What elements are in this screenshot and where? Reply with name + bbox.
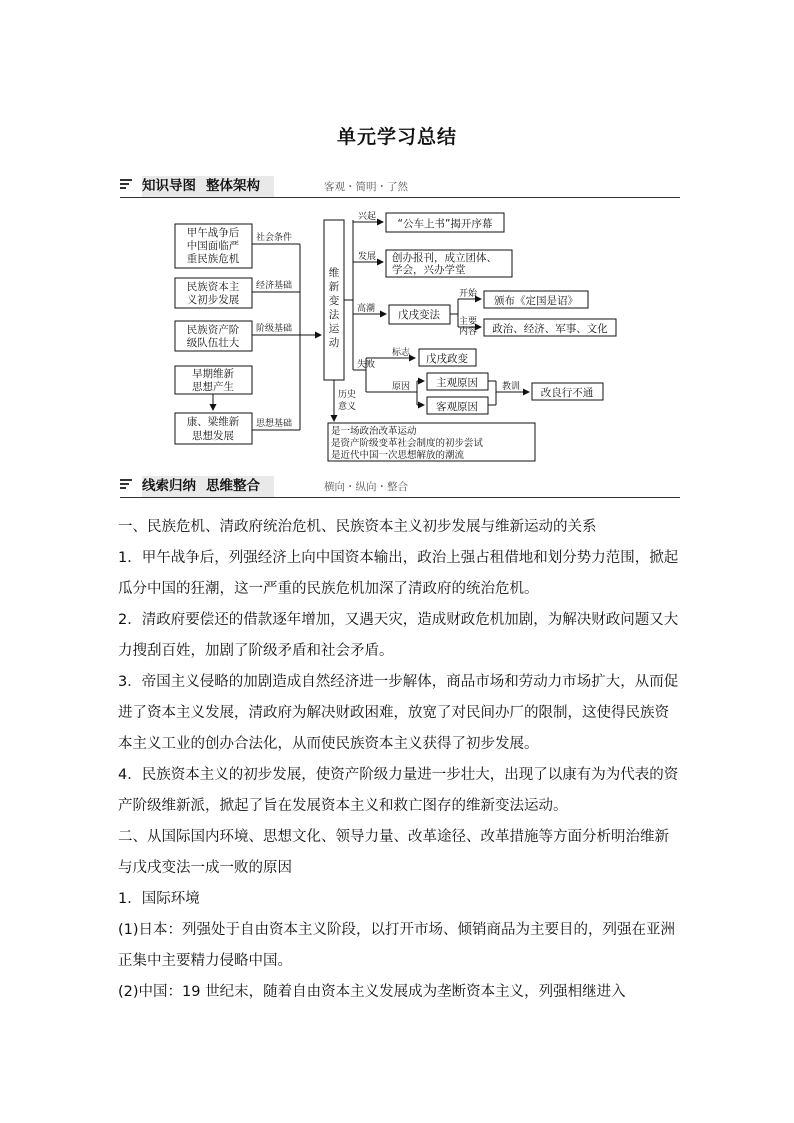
- heading-1: 一、民族危机、清政府统治危机、民族资本主义初步发展与维新运动的关系: [118, 519, 597, 535]
- paragraph: 1．甲午战争后，列强经济上向中国资本输出，政治上强占租借地和划分势力范围，掀起瓜分中国的狂潮，这一严重的民族危机加深了清政府的统治危机。: [118, 550, 679, 597]
- section-rule: [120, 197, 680, 198]
- content-label: 主要: [459, 317, 478, 327]
- develop-box-text: 创办报刊，成立团体、: [392, 252, 497, 264]
- left-box-capitalism-line: 义初步发展: [186, 294, 240, 306]
- cause-box-text: 客观原因: [436, 401, 478, 413]
- start-label: 开始: [459, 289, 478, 299]
- significance-line: 是资产阶级变革社会制度的初步尝试: [331, 438, 484, 449]
- left-box-crisis: [175, 224, 252, 268]
- left-box-bourgeoisie-line: 级队伍壮大: [186, 337, 240, 349]
- paragraph: 2．清政府要偿还的借款逐年增加，又遇天灾，造成财政危机加剧，为解决财政问题又大力搜刮百姓，加剧了阶级矛盾和社会矛盾。: [118, 612, 679, 659]
- body-text: [118, 512, 682, 1008]
- content-box-text: 政治、经济、军事、文化: [492, 323, 608, 335]
- left-box-crisis-line: 重民族危机: [186, 253, 240, 265]
- significance-label: 历史: [338, 390, 357, 400]
- objective-cause-box: [427, 397, 488, 414]
- stage-label-rise: 兴起: [358, 212, 377, 222]
- condition-label: 经济基础: [256, 281, 293, 291]
- center-char: 新: [328, 281, 340, 293]
- center-char: 法: [328, 309, 340, 321]
- paragraph: 3．帝国主义侵略的加剧造成自然经济进一步解体，商品市场和劳动力市场扩大，从而促进了资本主义发展，清政府为解决财政困难，放宽了对民间办厂的限制，这使得民族资本主义工业的创办合法化，从而使民族资本主义获得了初步发展。: [118, 674, 679, 752]
- lesson-box-text: 改良行不通: [540, 387, 594, 399]
- heading-2: 二、从国际国内环境、思想文化、领导力量、改革途径、改革措施等方面分析明治维新与戊戌变法一成一败的原因: [118, 829, 669, 876]
- sign-box-text: 戊戌政变: [426, 353, 468, 365]
- condition-label: 阶级基础: [256, 324, 293, 334]
- center-box-reform-movement: [324, 220, 344, 380]
- left-box-kang-liang-line: 康、梁维新: [186, 416, 240, 428]
- rise-box: [386, 213, 504, 232]
- section-title-part-b: 整体架构: [206, 178, 260, 194]
- rise-box-text: “公车上书”揭开序幕: [397, 218, 493, 230]
- section-marker-icon: [120, 479, 132, 493]
- subjective-cause-box: [427, 373, 488, 390]
- content-label: 内容: [459, 327, 478, 337]
- develop-box: [386, 250, 512, 277]
- start-box-text: 颁布《定国是诏》: [494, 295, 578, 307]
- start-box: [484, 291, 588, 308]
- section-header-knowledge-map: [120, 176, 680, 198]
- significance-line: 是近代中国一次思想解放的潮流: [331, 450, 465, 461]
- left-box-capitalism: [175, 278, 252, 308]
- left-box-crisis-line: 中国面临严: [186, 240, 240, 252]
- left-box-crisis-line: 甲午战争后: [186, 227, 240, 239]
- climax-box-text: 戊戌变法: [398, 309, 440, 321]
- cause-box-text: 主观原因: [436, 377, 478, 389]
- paragraph: 4．民族资本主义的初步发展，使资产阶级力量进一步壮大，出现了以康有为为代表的资产阶级维新派，掀起了旨在发展资本主义和救亡图存的维新变法运动。: [118, 767, 679, 814]
- sign-label: 标志: [392, 348, 411, 358]
- cause-label: 原因: [392, 382, 411, 392]
- section-title: [142, 176, 274, 197]
- section-title: [142, 476, 274, 497]
- sign-box: [419, 349, 476, 366]
- condition-label: 社会条件: [256, 233, 293, 243]
- left-box-bourgeoisie-line: 民族资产阶: [186, 324, 240, 336]
- section-marker-icon: [120, 179, 132, 193]
- left-box-early-thought-line: 早期维新: [192, 368, 234, 380]
- lesson-box: [532, 383, 603, 400]
- climax-box: [389, 305, 450, 324]
- section-subtitle: 横向・纵向・整合: [324, 481, 408, 493]
- stage-label-climax: 高潮: [357, 304, 376, 314]
- condition-label: 思想基础: [256, 419, 293, 429]
- stage-label-develop: 发展: [358, 252, 377, 262]
- left-box-bourgeoisie: [175, 321, 252, 351]
- significance-label: 意义: [338, 402, 357, 412]
- center-char: 维: [328, 267, 340, 279]
- left-box-early-thought: [175, 366, 252, 394]
- section-title-part-a: 线索归纳: [142, 478, 196, 494]
- stage-label-fail: 失败: [357, 360, 376, 370]
- subheading: 1．国际环境: [118, 891, 200, 907]
- center-char: 变: [328, 295, 340, 307]
- left-box-kang-liang-line: 思想发展: [192, 430, 234, 442]
- content-box: [484, 319, 616, 336]
- center-char: 动: [328, 337, 340, 349]
- section-title-part-b: 思维整合: [206, 478, 260, 494]
- significance-box: [328, 423, 535, 461]
- section-title-part-a: 知识导图: [142, 178, 196, 194]
- section-subtitle: 客观・简明・了然: [324, 181, 408, 193]
- left-box-capitalism-line: 民族资本主: [186, 281, 240, 293]
- develop-box-text: 学会，兴办学堂: [392, 264, 466, 276]
- page-title: 单元学习总结: [336, 126, 457, 148]
- lesson-label: 教训: [502, 382, 521, 392]
- paragraph: (1)日本：列强处于自由资本主义阶段，以打开市场、倾销商品为主要目的，列强在亚洲正集中主要精力侵略中国。: [118, 922, 676, 969]
- center-char: 运: [328, 323, 340, 335]
- section-header-clue-summary: [120, 476, 680, 498]
- left-box-early-thought-line: 思想产生: [192, 381, 234, 393]
- section-rule: [120, 497, 680, 498]
- paragraph: (2)中国：19 世纪末，随着自由资本主义发展成为垄断资本主义，列强相继进入: [118, 984, 626, 1000]
- significance-line: 是一场政治改革运动: [331, 426, 417, 437]
- left-box-kang-liang: [175, 413, 252, 444]
